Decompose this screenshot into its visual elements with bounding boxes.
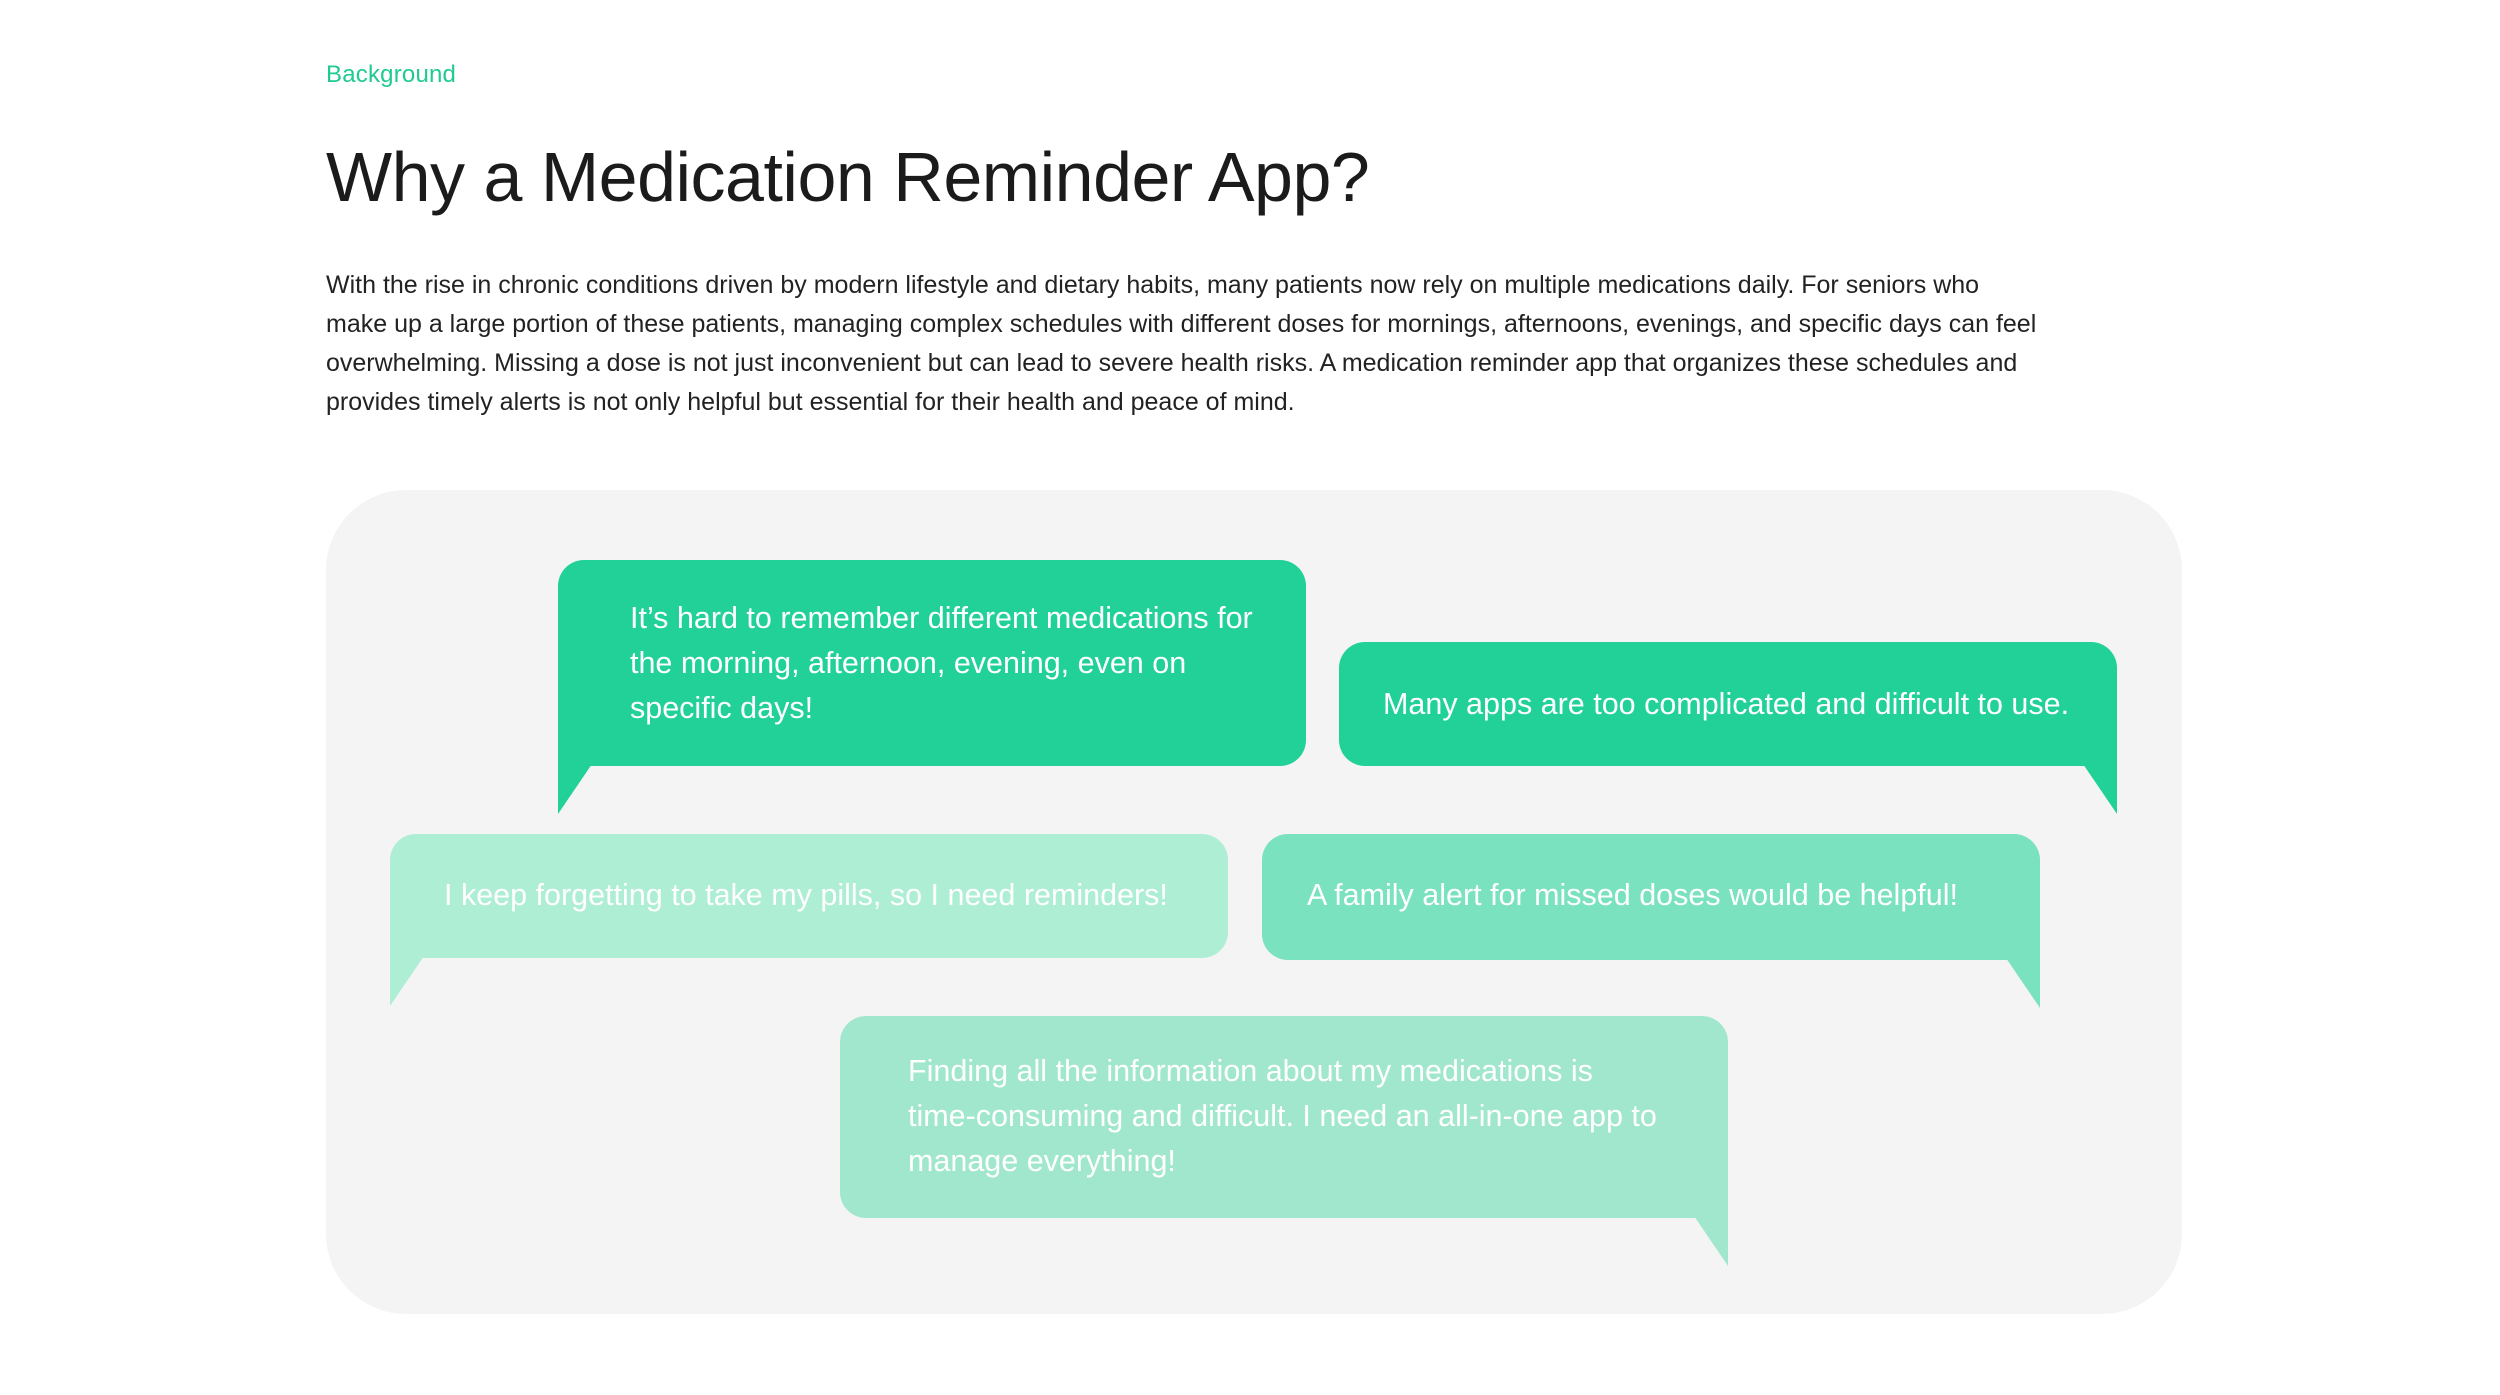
page-title: Why a Medication Reminder App? [326, 138, 1370, 216]
quote-text: It’s hard to remember different medications for the morning, afternoon, evening, even on specific days! [630, 601, 1253, 725]
section-eyebrow: Background [326, 61, 457, 88]
quotes-panel [326, 490, 2182, 1314]
quote-text: A family alert for missed doses would be helpful! [1307, 878, 1958, 912]
quote-bubble-all-in-one [840, 1016, 1728, 1218]
quote-bubble-reminders [390, 834, 1228, 958]
speech-bubble-tail [558, 764, 592, 814]
intro-paragraph: With the rise in chronic conditions driven by modern lifestyle and dietary habits, many patients now rely on multiple medications daily. For seniors who make up a large portion of these patients, managing complex schedules with different doses for mornings, afternoons, evenings, and specific days can feel overwhelming. Missing a dose is not just inconvenient but can lead to severe health risks. A medication reminder app that organizes these schedules and provides timely alerts is not only helpful but essential for their health and peace of mind. [326, 271, 2037, 416]
quote-bubble-complicated-apps [1339, 642, 2117, 766]
speech-bubble-tail [390, 956, 424, 1006]
speech-bubble-tail [2006, 958, 2040, 1008]
quote-text: Finding all the information about my medications is time-consuming and difficult. I need an all-in-one app to manage everything! [908, 1054, 1657, 1178]
speech-bubble-tail [2083, 764, 2117, 814]
quote-text: Many apps are too complicated and difficult to use. [1383, 687, 2070, 721]
quote-bubble-medication-schedule [558, 560, 1306, 766]
quote-bubble-family-alert [1262, 834, 2040, 960]
quote-text: I keep forgetting to take my pills, so I need reminders! [444, 878, 1168, 912]
speech-bubble-tail [1694, 1216, 1728, 1266]
